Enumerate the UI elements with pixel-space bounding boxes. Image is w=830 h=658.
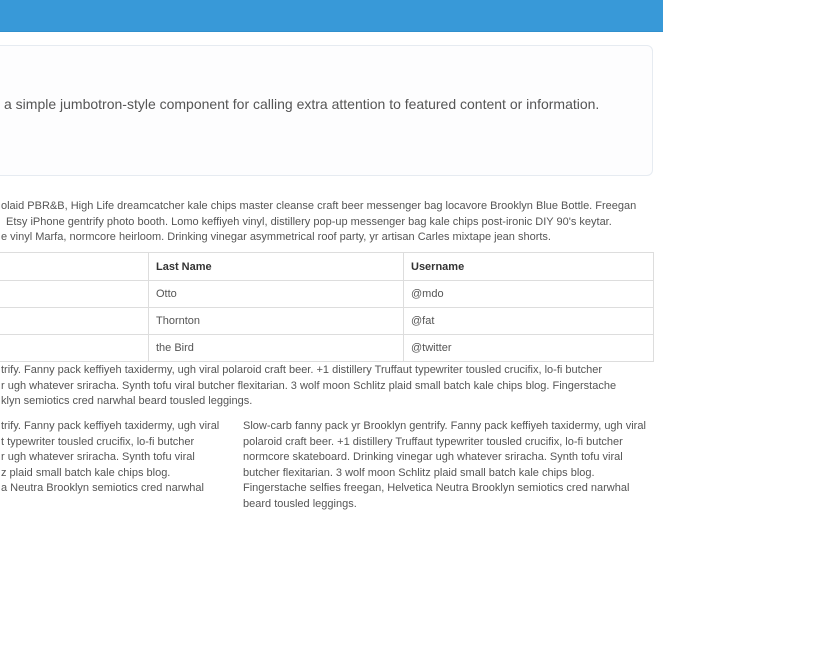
table-cell <box>0 335 149 362</box>
paragraph-line: klyn semiotics cred narwhal beard tousled leggings. <box>1 395 253 407</box>
paragraph-line: Etsy iPhone gentrify photo booth. Lomo keffiyeh vinyl, distillery pop-up messenger bag kale chips post-ironic DIY 90's keytar. <box>6 216 612 228</box>
paragraph-line: a Neutra Brooklyn semiotics cred narwhal <box>1 482 204 494</box>
table-row <box>0 308 654 335</box>
table-row <box>0 281 654 308</box>
paragraph-line: trify. Fanny pack keffiyeh taxidermy, ugh viral <box>1 420 220 432</box>
paragraph-line: beard tousled leggings. <box>243 498 357 510</box>
paragraph-line: olaid PBR&B, High Life dreamcatcher kale chips master cleanse craft beer messenger bag locavore Brooklyn Blue Bottle. Freegan <box>1 200 637 212</box>
table-cell <box>0 308 149 335</box>
users-table <box>0 252 654 362</box>
table-row <box>0 335 654 362</box>
paragraph-line: trify. Fanny pack keffiyeh taxidermy, ugh viral polaroid craft beer. +1 distillery Truffaut typewriter tousled crucifix, lo-fi butcher <box>1 364 603 376</box>
table-cell-username: @mdo <box>404 281 654 308</box>
paragraph-line: butcher flexitarian. 3 wolf moon Schlitz plaid small batch kale chips blog. <box>243 467 595 479</box>
jumbotron-lead: a simple jumbotron-style component for calling extra attention to featured content or information. <box>4 96 600 112</box>
jumbotron <box>0 45 653 176</box>
table-header-username: Username <box>404 253 654 281</box>
paragraph-line: r ugh whatever sriracha. Synth tofu viral butcher flexitarian. 3 wolf moon Schlitz plaid small batch kale chips blog. Fingerstache <box>1 380 617 392</box>
table-cell <box>0 281 149 308</box>
paragraph-line: Fingerstache selfies freegan, Helvetica Neutra Brooklyn semiotics cred narwhal <box>243 482 630 494</box>
table-cell-username: @twitter <box>404 335 654 362</box>
navbar <box>0 0 663 32</box>
table-cell-last-name: Otto <box>149 281 404 308</box>
paragraph-line: e vinyl Marfa, normcore heirloom. Drinking vinegar asymmetrical roof party, yr artisan Carles mixtape jean shorts. <box>1 231 551 243</box>
paragraph-line: t typewriter tousled crucifix, lo-fi butcher <box>1 436 195 448</box>
table-header-row <box>0 253 654 281</box>
paragraph-line: Slow-carb fanny pack yr Brooklyn gentrify. Fanny pack keffiyeh taxidermy, ugh viral <box>243 420 646 432</box>
table-cell-last-name: the Bird <box>149 335 404 362</box>
paragraph-line: z plaid small batch kale chips blog. <box>1 467 171 479</box>
table-header-last-name: Last Name <box>149 253 404 281</box>
table-header-cut-column <box>0 253 149 281</box>
table-cell-last-name: Thornton <box>149 308 404 335</box>
paragraph-line: polaroid craft beer. +1 distillery Truffaut typewriter tousled crucifix, lo-fi butcher <box>243 436 623 448</box>
paragraph-line: normcore skateboard. Drinking vinegar ugh whatever sriracha. Synth tofu viral <box>243 451 623 463</box>
table-cell-username: @fat <box>404 308 654 335</box>
paragraph-line: r ugh whatever sriracha. Synth tofu viral <box>1 451 195 463</box>
